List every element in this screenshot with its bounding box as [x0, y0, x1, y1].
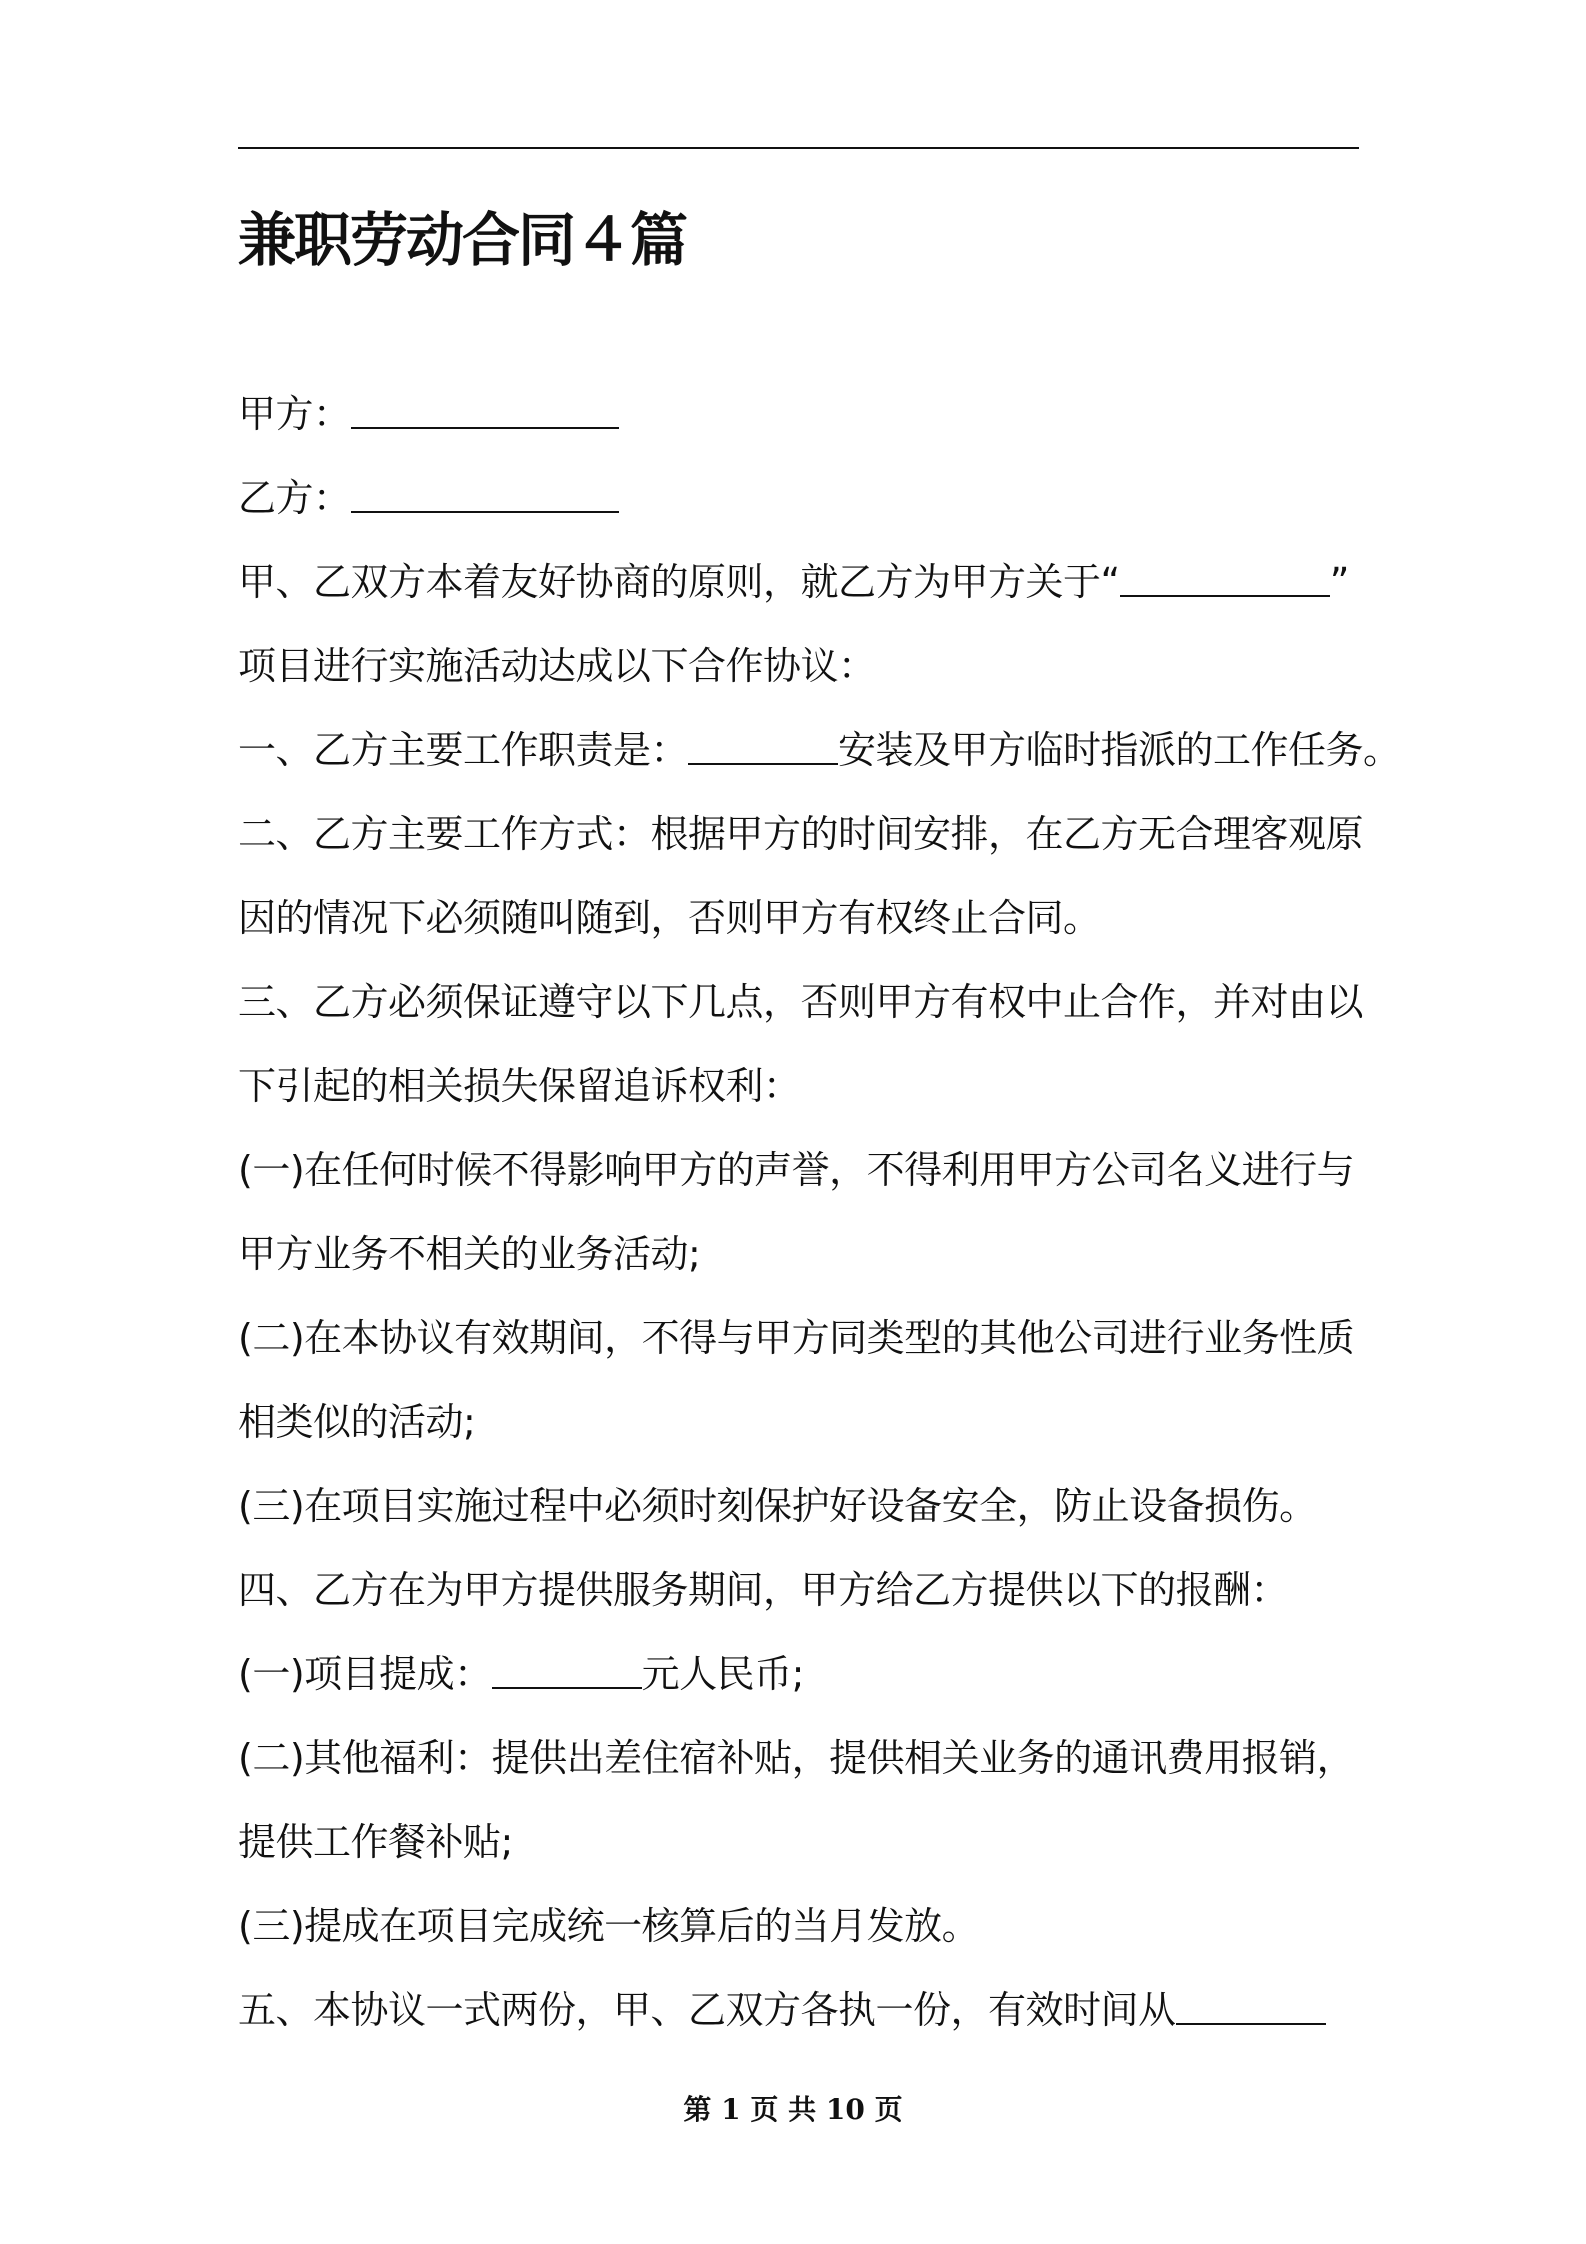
clause-1	[238, 708, 1401, 792]
intro-text-after: ”	[1329, 560, 1349, 604]
clause-4-item-3: (三)提成在项目完成统一核算后的当月发放。	[238, 1904, 980, 1948]
party-a-label: 甲方：	[238, 392, 351, 436]
clause-4-item-1	[238, 1632, 1359, 1716]
party-b-label: 乙方：	[238, 476, 351, 520]
clause-1-text-before: 一、乙方主要工作职责是：	[238, 728, 689, 772]
party-b-line	[238, 456, 1359, 540]
clause-2-cont: 因的情况下必须随叫随到，否则甲方有权终止合同。	[238, 896, 1101, 940]
clause-3-item-3: (三)在项目实施过程中必须时刻保护好设备安全，防止设备损伤。	[238, 1484, 1317, 1528]
clause-2: 二、乙方主要工作方式：根据甲方的时间安排，在乙方无合理客观原	[238, 812, 1364, 856]
clause-3-cont: 下引起的相关损失保留追诉权利：	[238, 1064, 801, 1108]
clause-3: 三、乙方必须保证遵守以下几点，否则甲方有权中止合作，并对由以	[238, 980, 1364, 1024]
page-number: 第 1 页 共 10 页	[683, 2093, 903, 2126]
party-a-line	[238, 372, 1359, 456]
project-name-blank	[1120, 555, 1330, 597]
clause-1-text-after: 安装及甲方临时指派的工作任务。	[838, 728, 1401, 772]
clause-4-item-2: (二)其他福利：提供出差住宿补贴，提供相关业务的通讯费用报销，	[238, 1736, 1355, 1780]
clause-5	[238, 1968, 1359, 2052]
commission-blank	[492, 1647, 642, 1689]
contract-body	[238, 372, 1401, 2052]
clause-3-item-2-cont: 相类似的活动;	[238, 1400, 476, 1444]
intro-line-cont: 项目进行实施活动达成以下合作协议：	[238, 644, 876, 688]
intro-line	[238, 540, 1359, 624]
clause-4-item-1-after: 元人民币;	[641, 1652, 804, 1696]
clause-4: 四、乙方在为甲方提供服务期间，甲方给乙方提供以下的报酬：	[238, 1568, 1289, 1612]
clause-5-text-before: 五、本协议一式两份，甲、乙双方各执一份，有效时间从	[238, 1988, 1176, 2032]
clause-3-item-1: (一)在任何时候不得影响甲方的声誉，不得利用甲方公司名义进行与	[238, 1148, 1355, 1192]
clause-4-item-2-cont: 提供工作餐补贴;	[238, 1820, 513, 1864]
party-a-blank	[351, 387, 619, 429]
clause-3-item-1-cont: 甲方业务不相关的业务活动;	[238, 1232, 701, 1276]
clause-3-item-2: (二)在本协议有效期间，不得与甲方同类型的其他公司进行业务性质	[238, 1316, 1355, 1360]
duty-blank	[688, 723, 838, 765]
clause-4-item-1-before: (一)项目提成：	[238, 1652, 492, 1696]
header-rule	[238, 147, 1359, 149]
intro-text-before: 甲、乙双方本着友好协商的原则，就乙方为甲方关于“	[238, 560, 1120, 604]
validity-start-blank	[1176, 1983, 1326, 2025]
party-b-blank	[351, 471, 619, 513]
document-title: 兼职劳动合同４篇	[238, 206, 687, 274]
